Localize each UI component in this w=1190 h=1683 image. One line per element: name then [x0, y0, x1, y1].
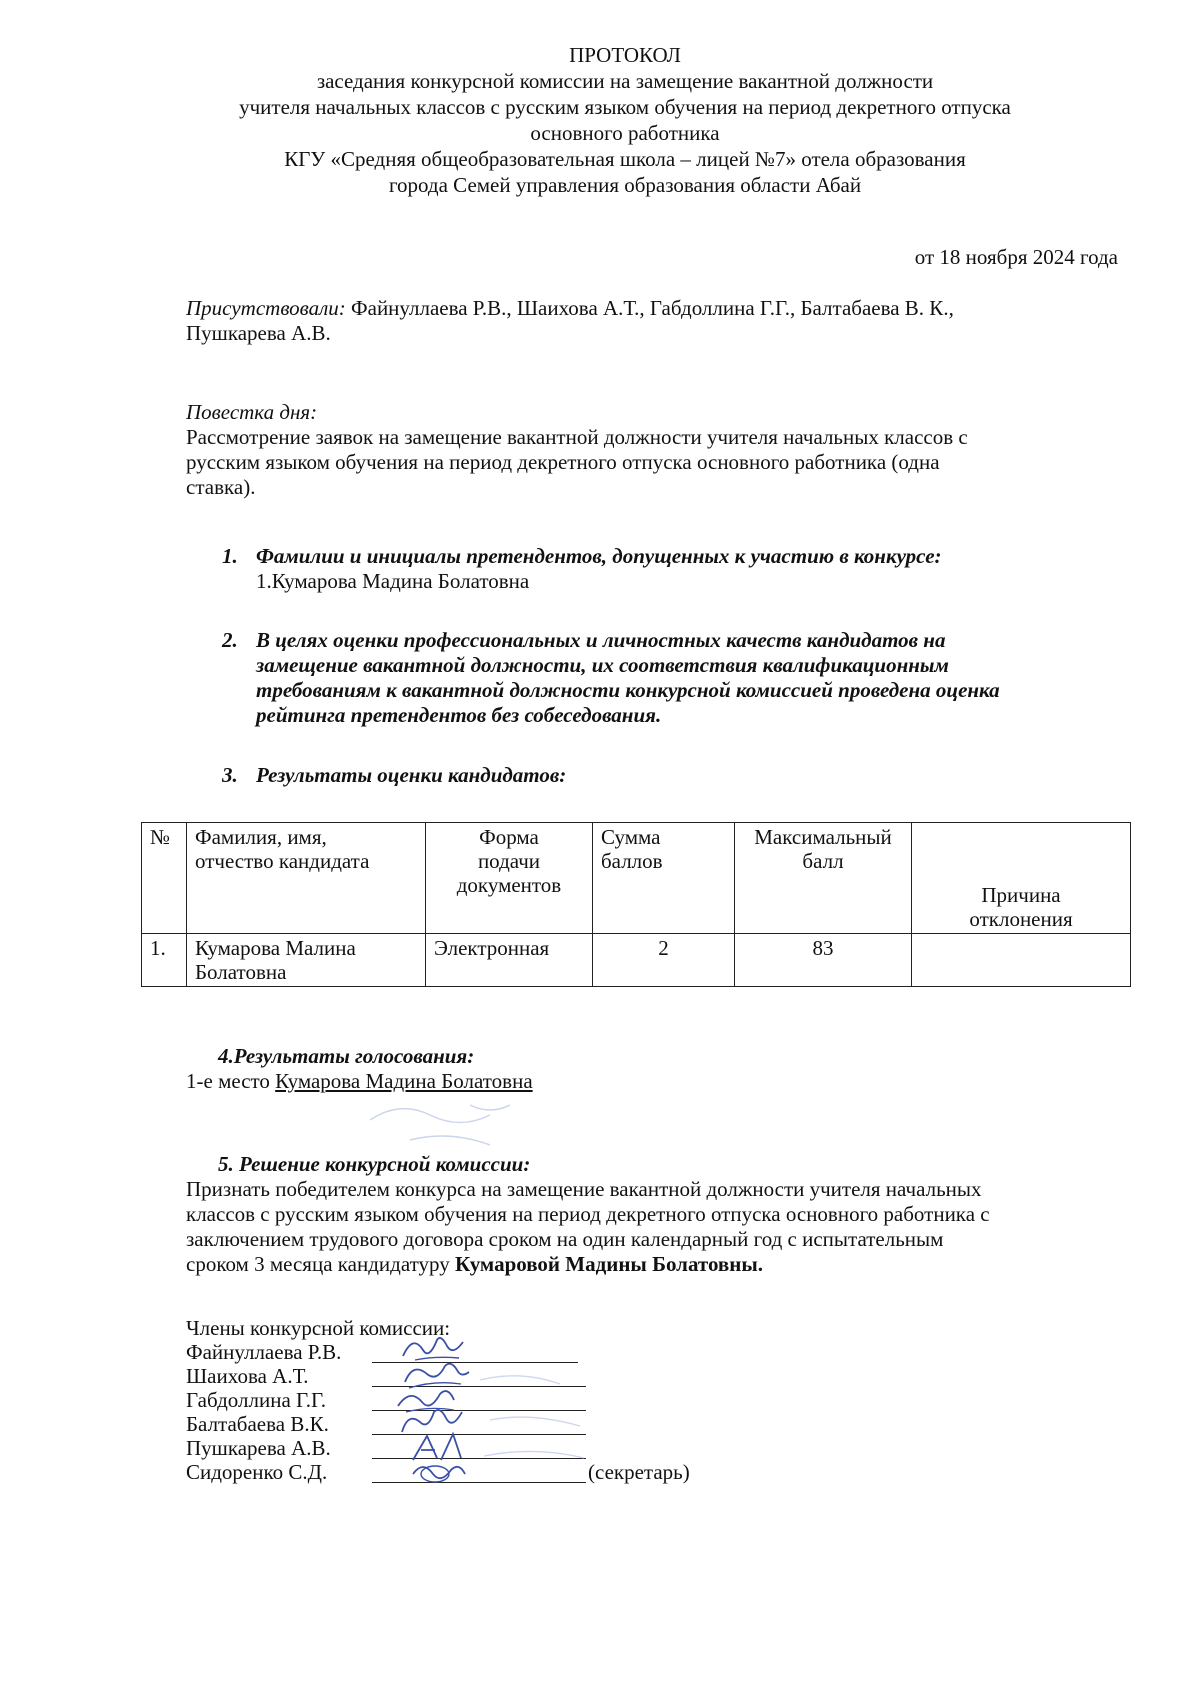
document-date: от 18 ноября 2024 года	[914, 245, 1118, 269]
item-heading: Результаты оценки кандидатов:	[256, 763, 567, 787]
item-2	[222, 628, 1112, 728]
cell-reason	[912, 934, 1131, 987]
decision-section	[186, 1152, 1106, 1277]
col-sum: Сумма баллов	[593, 823, 735, 934]
present-section	[186, 296, 1106, 346]
item-text: требованиям к вакантной должности конкурсной комиссией проведена оценка	[256, 678, 1000, 702]
header-line: города Семей управления образования области Абай	[388, 173, 862, 197]
members-label: Члены конкурсной комиссии:	[186, 1316, 451, 1340]
faded-stamp-mark	[470, 1360, 620, 1480]
member-name: Балтабаева В.К.	[186, 1412, 329, 1436]
voting-winner: Кумарова Мадина Болатовна	[275, 1069, 533, 1093]
candidate-name: 1.Кумарова Мадина Болатовна	[256, 569, 530, 593]
col-reason: Причина отклонения	[912, 823, 1131, 934]
signature-icon	[405, 1456, 475, 1488]
agenda-text: ставка).	[186, 475, 256, 499]
decision-label: 5. Решение конкурсной комиссии:	[218, 1152, 531, 1176]
agenda-text: Рассмотрение заявок на замещение вакантной должности учителя начальных классов с	[186, 425, 968, 449]
item-number: 2.	[222, 628, 238, 652]
present-names: Файнуллаева Р.В., Шаихова А.Т., Габдоллина Г.Г., Балтабаева В. К.,	[345, 296, 954, 320]
cell-num: 1.	[142, 934, 187, 987]
col-name: Фамилия, имя, отчество кандидата	[187, 823, 426, 934]
item-text: замещение вакантной должности, их соответствия квалификационным	[256, 653, 949, 677]
winner-bold: Кумаровой Мадины Болатовны.	[454, 1252, 764, 1276]
header-line: основного работника	[530, 121, 720, 145]
member-name: Файнуллаева Р.В.	[186, 1340, 342, 1364]
member-name: Габдоллина Г.Г.	[186, 1388, 327, 1412]
agenda-text: русским языком обучения на период декретного отпуска основного работника (одна	[186, 450, 940, 474]
col-max: Максимальный балл	[735, 823, 912, 934]
member-name: Сидоренко С.Д.	[186, 1460, 328, 1484]
item-text: рейтинга претендентов без собеседования.	[256, 703, 662, 727]
decision-text: сроком 3 месяца кандидатуру Кумаровой Мадины Болатовны.	[186, 1252, 764, 1276]
voting-label: 4.Результаты голосования:	[218, 1044, 475, 1068]
decision-text: заключением трудового договора сроком на один календарный год с испытательным	[186, 1227, 944, 1251]
table-row	[142, 934, 1131, 987]
document-title: ПРОТОКОЛ	[569, 43, 681, 67]
item-heading: Фамилии и инициалы претендентов, допущенных к участию в конкурсе:	[256, 544, 942, 568]
decision-text: Признать победителем конкурса на замещение вакантной должности учителя начальных	[186, 1177, 982, 1201]
cell-form: Электронная	[426, 934, 593, 987]
item-text: В целях оценки профессиональных и личностных качеств кандидатов на	[256, 628, 946, 652]
item-number: 3.	[222, 763, 238, 787]
col-num: №	[142, 823, 187, 934]
member-name: Пушкарева А.В.	[186, 1436, 331, 1460]
item-1	[222, 544, 1112, 594]
decision-text: классов с русским языком обучения на период декретного отпуска основного работника с	[186, 1202, 990, 1226]
results-table	[141, 822, 1131, 987]
header-line: заседания конкурсной комиссии на замещение вакантной должности	[316, 69, 934, 93]
present-names-cont: Пушкарева А.В.	[186, 321, 331, 345]
header-line: учителя начальных классов с русским языком обучения на период декретного отпуска	[239, 95, 1011, 119]
item-number: 1.	[222, 544, 238, 568]
faded-stamp-mark	[350, 1080, 650, 1160]
voting-place: 1-е место	[186, 1069, 276, 1093]
secretary-note: (секретарь)	[588, 1460, 690, 1484]
cell-sum: 2	[593, 934, 735, 987]
document-header	[0, 42, 1190, 198]
agenda-label: Повестка дня:	[186, 400, 318, 424]
table-header-row	[142, 823, 1131, 934]
header-line: КГУ «Средняя общеобразовательная школа – лицей №7» отела образования	[284, 147, 966, 171]
col-form: Форма подачи документов	[426, 823, 593, 934]
cell-max: 83	[735, 934, 912, 987]
cell-name: Кумарова Малина Болатовна	[187, 934, 426, 987]
present-label: Присутствовали:	[186, 296, 346, 320]
item-3	[222, 763, 1112, 788]
member-name: Шаихова А.Т.	[186, 1364, 309, 1388]
agenda-section	[186, 400, 1106, 500]
